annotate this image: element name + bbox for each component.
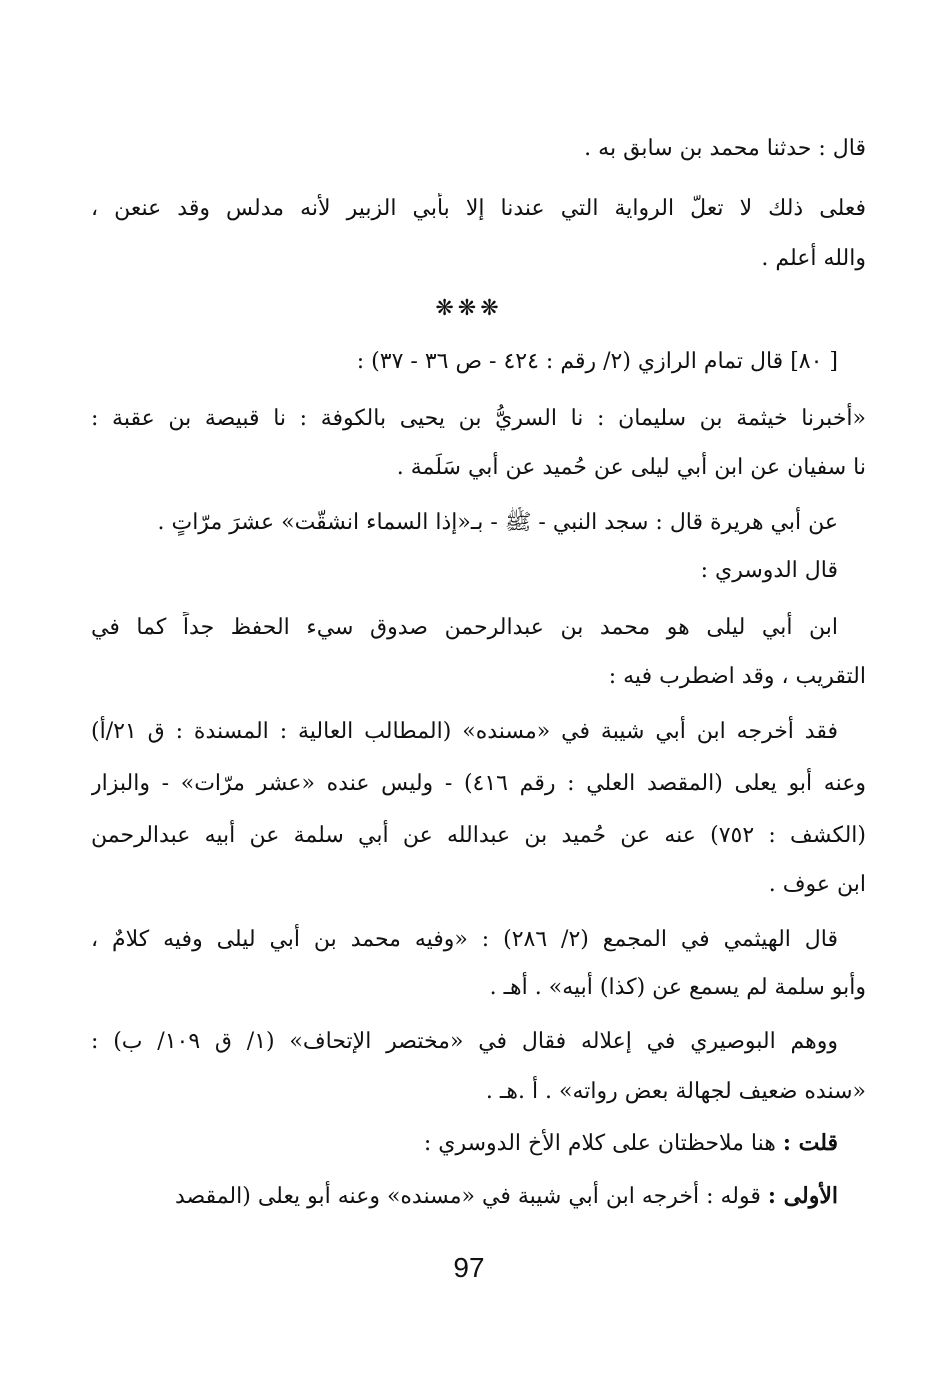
- text-line-7: عن أبي هريرة قال : سجد النبي - ﷺ - بـ«إذا السماء انشقّت» عشرَ مرّاتٍ .: [157, 510, 838, 535]
- text-line-10: التقريب ، وقد اضطرب فيه :: [608, 664, 866, 689]
- text-line-17: ووهم البوصيري في إعلاله فقال في «مختصر الإتحاف» (١/ ق ١٠٩/ ب) :: [91, 1029, 838, 1054]
- text-line-16: وأبو سلمة لم يسمع عن (كذا) أبيه» . أهـ .: [489, 975, 866, 1000]
- text-line-18: «سنده ضعيف لجهالة بعض رواته» . أ .هـ .: [485, 1079, 866, 1104]
- text-line-9: ابن أبي ليلى هو محمد بن عبدالرحمن صدوق سيء الحفظ جداً كما في: [91, 615, 838, 640]
- text-line-11: فقد أخرجه ابن أبي شيبة في «مسنده» (المطالب العالية : المسندة : ق ٢١/أ): [91, 719, 838, 744]
- text-line-5: «أخبرنا خيثمة بن سليمان : نا السريُّ بن يحيى بالكوفة : نا قبيصة بن عقبة :: [91, 406, 866, 431]
- text-line-12: وعنه أبو يعلى (المقصد العلي : رقم ٤١٦) - وليس عنده «عشر مرّات» - والبزار: [91, 771, 866, 796]
- text-line-15: قال الهيثمي في المجمع (٢/ ٢٨٦) : «وفيه محمد بن أبي ليلى وفيه كلامٌ ،: [91, 927, 838, 952]
- text-line-13: (الكشف : ٧٥٢) عنه عن حُميد بن عبدالله عن أبي سلمة عن أبيه عبدالرحمن: [91, 823, 866, 848]
- lead-word-al-ula: الأولى :: [767, 1183, 838, 1209]
- text-line-4: [ ٨٠] قال تمام الرازي (٢/ رقم : ٤٢٤ - ص ٣٦ - ٣٧) :: [356, 349, 838, 374]
- section-separator: ❋❋❋: [435, 296, 503, 321]
- lead-word-qultu: قلت :: [782, 1130, 838, 1156]
- text-line-2: فعلى ذلك لا تعلّ الرواية التي عندنا إلا بأبي الزبير لأنه مدلس وقد عنعن ،: [91, 196, 866, 221]
- text-line-19: [91, 1127, 838, 1160]
- text-line-20-body: قوله : أخرجه ابن أبي شيبة في «مسنده» وعنه أبو يعلى (المقصد: [174, 1184, 761, 1209]
- text-line-6: نا سفيان عن ابن أبي ليلى عن حُميد عن أبي سَلَمة .: [396, 455, 866, 480]
- page-number: 97: [453, 1252, 485, 1283]
- text-line-14: ابن عوف .: [768, 872, 866, 897]
- text-line-19-body: هنا ملاحظتان على كلام الأخ الدوسري :: [423, 1131, 776, 1156]
- text-line-8: قال الدوسري :: [700, 558, 838, 583]
- text-line-3: والله أعلم .: [761, 246, 866, 271]
- text-line-20: [91, 1180, 838, 1213]
- text-line-1: قال : حدثنا محمد بن سابق به .: [584, 136, 866, 161]
